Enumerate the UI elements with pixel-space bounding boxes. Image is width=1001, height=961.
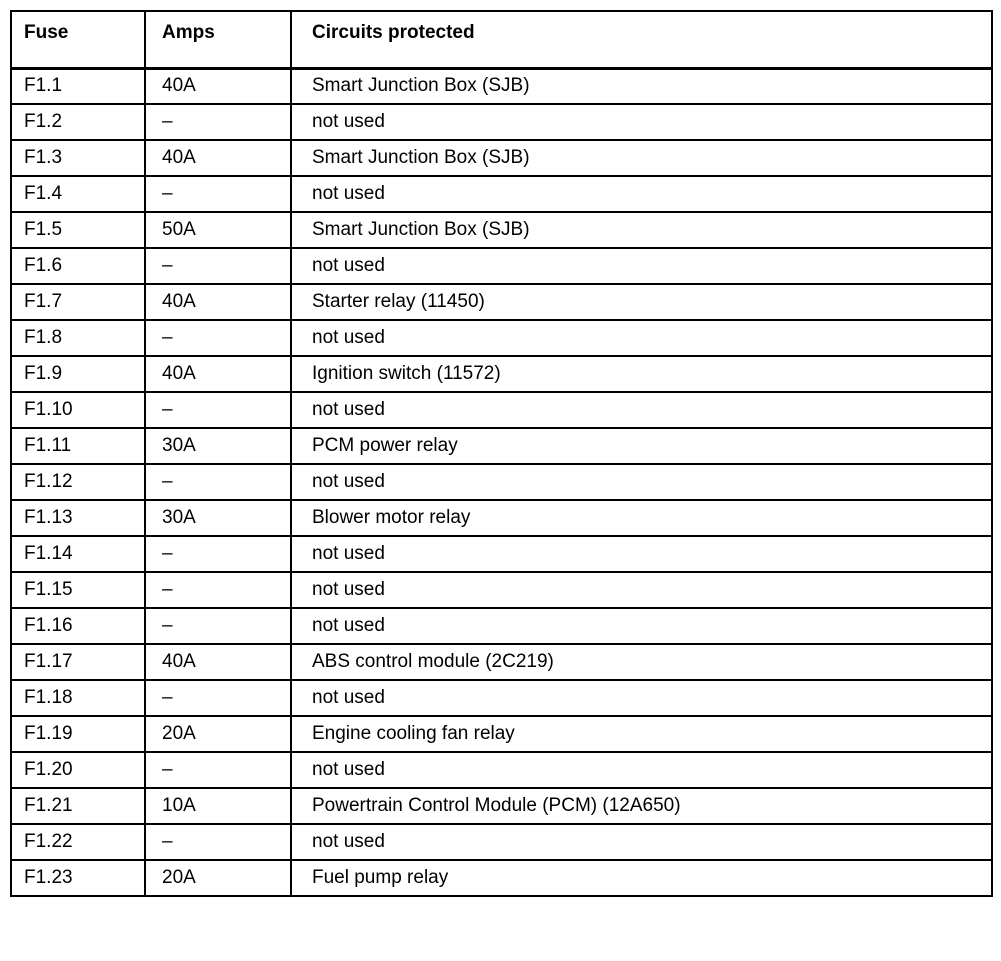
circuit-cell: not used (291, 464, 992, 500)
amps-cell: – (145, 824, 291, 860)
circuit-cell: not used (291, 104, 992, 140)
fuse-cell: F1.9 (11, 356, 145, 392)
header-fuse: Fuse (11, 11, 145, 68)
circuit-cell: not used (291, 824, 992, 860)
circuit-cell: not used (291, 176, 992, 212)
fuse-cell: F1.8 (11, 320, 145, 356)
table-row (11, 212, 992, 248)
fuse-cell: F1.5 (11, 212, 145, 248)
amps-cell: – (145, 572, 291, 608)
circuit-cell: Smart Junction Box (SJB) (291, 140, 992, 176)
amps-cell: – (145, 392, 291, 428)
table-row (11, 536, 992, 572)
fuse-cell: F1.2 (11, 104, 145, 140)
amps-cell: 40A (145, 356, 291, 392)
table-body (11, 68, 992, 896)
table-row (11, 500, 992, 536)
table-row (11, 140, 992, 176)
fuse-cell: F1.23 (11, 860, 145, 896)
table-row (11, 644, 992, 680)
fuse-cell: F1.18 (11, 680, 145, 716)
circuit-cell: not used (291, 752, 992, 788)
header-row (11, 11, 992, 68)
fuse-cell: F1.12 (11, 464, 145, 500)
table-row (11, 608, 992, 644)
amps-cell: 30A (145, 428, 291, 464)
amps-cell: 40A (145, 644, 291, 680)
amps-cell: – (145, 464, 291, 500)
fuse-cell: F1.3 (11, 140, 145, 176)
amps-cell: 20A (145, 716, 291, 752)
circuit-cell: Smart Junction Box (SJB) (291, 212, 992, 248)
amps-cell: – (145, 320, 291, 356)
table-row (11, 284, 992, 320)
table-row (11, 680, 992, 716)
amps-cell: 40A (145, 68, 291, 104)
fuse-cell: F1.14 (11, 536, 145, 572)
circuit-cell: Smart Junction Box (SJB) (291, 68, 992, 104)
amps-cell: – (145, 104, 291, 140)
fuse-cell: F1.10 (11, 392, 145, 428)
fuse-cell: F1.17 (11, 644, 145, 680)
amps-cell: – (145, 248, 291, 284)
fuse-cell: F1.4 (11, 176, 145, 212)
circuit-cell: not used (291, 680, 992, 716)
table-row (11, 248, 992, 284)
circuit-cell: Powertrain Control Module (PCM) (12A650) (291, 788, 992, 824)
table-row (11, 860, 992, 896)
amps-cell: – (145, 752, 291, 788)
table-row (11, 320, 992, 356)
table-row (11, 464, 992, 500)
amps-cell: 40A (145, 140, 291, 176)
table-row (11, 68, 992, 104)
circuit-cell: not used (291, 392, 992, 428)
amps-cell: 30A (145, 500, 291, 536)
fuse-cell: F1.15 (11, 572, 145, 608)
circuit-cell: Blower motor relay (291, 500, 992, 536)
fuse-cell: F1.11 (11, 428, 145, 464)
circuit-cell: not used (291, 320, 992, 356)
circuit-cell: not used (291, 536, 992, 572)
table-row (11, 572, 992, 608)
amps-cell: 40A (145, 284, 291, 320)
fuse-cell: F1.21 (11, 788, 145, 824)
circuit-cell: not used (291, 572, 992, 608)
circuit-cell: Fuel pump relay (291, 860, 992, 896)
amps-cell: – (145, 536, 291, 572)
table-header (11, 11, 992, 68)
fuse-cell: F1.1 (11, 68, 145, 104)
circuit-cell: Ignition switch (11572) (291, 356, 992, 392)
amps-cell: – (145, 608, 291, 644)
fuse-cell: F1.13 (11, 500, 145, 536)
table-row (11, 104, 992, 140)
table-row (11, 788, 992, 824)
amps-cell: – (145, 680, 291, 716)
amps-cell: 50A (145, 212, 291, 248)
circuit-cell: PCM power relay (291, 428, 992, 464)
header-circuits-protected: Circuits protected (291, 11, 992, 68)
table-row (11, 752, 992, 788)
table-row (11, 824, 992, 860)
circuit-cell: not used (291, 248, 992, 284)
table-row (11, 176, 992, 212)
circuit-cell: not used (291, 608, 992, 644)
fuse-cell: F1.19 (11, 716, 145, 752)
table-row (11, 428, 992, 464)
table-row (11, 356, 992, 392)
fuse-cell: F1.7 (11, 284, 145, 320)
amps-cell: 10A (145, 788, 291, 824)
header-amps: Amps (145, 11, 291, 68)
fuse-cell: F1.20 (11, 752, 145, 788)
amps-cell: – (145, 176, 291, 212)
fuse-cell: F1.6 (11, 248, 145, 284)
circuit-cell: Starter relay (11450) (291, 284, 992, 320)
circuit-cell: ABS control module (2C219) (291, 644, 992, 680)
table-row (11, 392, 992, 428)
amps-cell: 20A (145, 860, 291, 896)
table-row (11, 716, 992, 752)
fuse-cell: F1.16 (11, 608, 145, 644)
fuse-table (10, 10, 993, 897)
circuit-cell: Engine cooling fan relay (291, 716, 992, 752)
fuse-cell: F1.22 (11, 824, 145, 860)
